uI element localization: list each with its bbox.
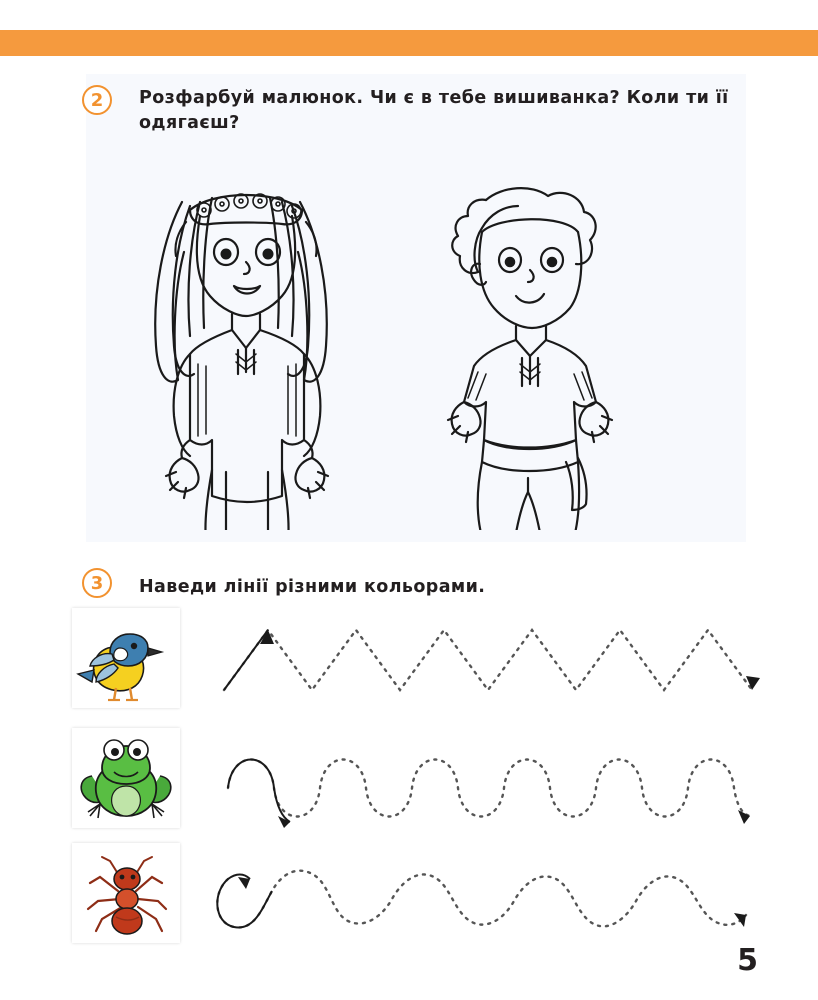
task-number-badge-3: 3	[82, 568, 112, 598]
top-orange-band	[0, 30, 818, 56]
green-frog-icon	[72, 728, 180, 828]
trace-row-ant	[36, 843, 782, 953]
wave-dotted-line	[186, 728, 776, 838]
task-3-instruction: Наведи лінії різними кольорами.	[139, 577, 486, 597]
task-2-illustration	[86, 140, 746, 530]
page-number: 5	[737, 943, 758, 978]
girl-figure	[155, 194, 328, 530]
boy-figure	[444, 188, 612, 530]
blue-tit-bird-icon	[72, 608, 180, 708]
trace-row-bird	[36, 608, 782, 718]
task-number-badge-2: 2	[82, 85, 112, 115]
task-2-instruction: Розфарбуй малюнок. Чи є в тебе вишиванка? Коли ти її одягаєш?	[139, 88, 729, 134]
trace-row-frog	[36, 728, 782, 838]
zigzag-dotted-line	[186, 608, 776, 718]
red-ant-icon	[72, 843, 180, 943]
loop-dotted-line	[186, 843, 776, 953]
